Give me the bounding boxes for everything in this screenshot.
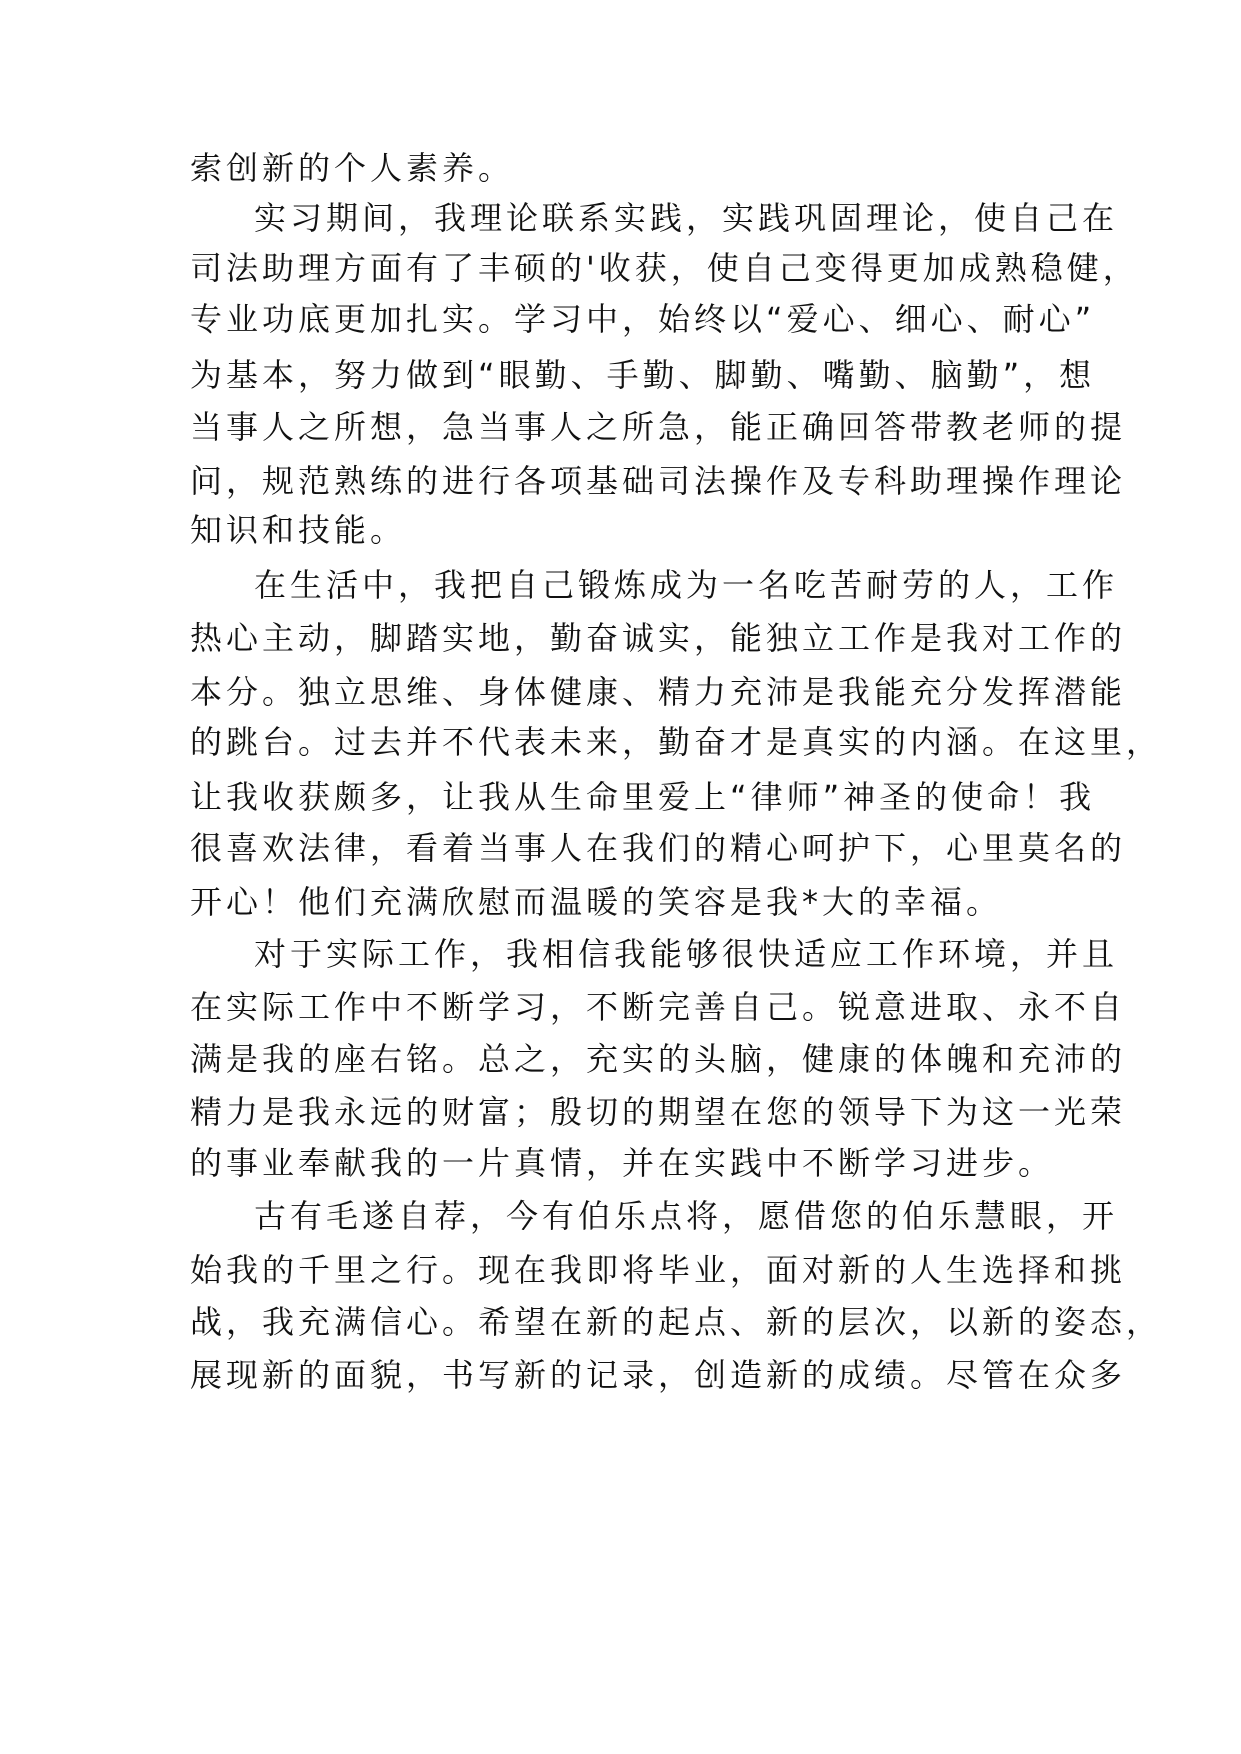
text-line: 始我的千里之行。现在我即将毕业，面对新的人生选择和挑 xyxy=(190,1251,1127,1289)
text-line: 当事人之所想，急当事人之所急，能正确回答带教老师的提 xyxy=(190,408,1127,446)
text-line: 展现新的面貌，书写新的记录，创造新的成绩。尽管在众多 xyxy=(190,1356,1127,1394)
paragraph-first-line: 在生活中，我把自己锻炼成为一名吃苦耐劳的人，工作 xyxy=(254,566,1119,604)
text-line: 满是我的座右铭。总之，充实的头脑，健康的体魄和充沛的 xyxy=(190,1040,1127,1078)
text-line: 索创新的个人素养。 xyxy=(190,149,515,187)
text-line: 为基本，努力做到“眼勤、手勤、脚勤、嘴勤、脑勤”，想 xyxy=(190,356,1096,394)
text-line: 让我收获颇多，让我从生命里爱上“律师”神圣的使命！我 xyxy=(190,778,1096,816)
text-line: 热心主动，脚踏实地，勤奋诚实，能独立工作是我对工作的 xyxy=(190,619,1127,657)
text-line: 战，我充满信心。希望在新的起点、新的层次，以新的姿态， xyxy=(190,1303,1163,1341)
text-line: 很喜欢法律，看着当事人在我们的精心呵护下，心里莫名的 xyxy=(190,829,1127,867)
paragraph-first-line: 对于实际工作，我相信我能够很快适应工作环境，并且 xyxy=(254,935,1119,973)
text-line: 司法助理方面有了丰硕的'收获，使自己变得更加成熟稳健， xyxy=(190,249,1139,287)
text-line: 开心！他们充满欣慰而温暖的笑容是我*大的幸福。 xyxy=(190,883,1003,921)
text-line: 的事业奉献我的一片真情，并在实践中不断学习进步。 xyxy=(190,1144,1055,1182)
text-line: 本分。独立思维、身体健康、精力充沛是我能充分发挥潜能 xyxy=(190,673,1127,711)
paragraph-first-line: 实习期间，我理论联系实践，实践巩固理论，使自己在 xyxy=(254,199,1119,237)
text-line: 的跳台。过去并不代表未来，勤奋才是真实的内涵。在这里， xyxy=(190,723,1163,761)
paragraph-first-line: 古有毛遂自荐，今有伯乐点将，愿借您的伯乐慧眼，开 xyxy=(254,1197,1119,1235)
text-line: 精力是我永远的财富；殷切的期望在您的领导下为这一光荣 xyxy=(190,1093,1127,1131)
text-line: 在实际工作中不断学习，不断完善自己。锐意进取、永不自 xyxy=(190,988,1127,1026)
text-line: 问，规范熟练的进行各项基础司法操作及专科助理操作理论 xyxy=(190,462,1127,500)
text-line: 知识和技能。 xyxy=(190,511,407,549)
text-line: 专业功底更加扎实。学习中，始终以“爱心、细心、耐心” xyxy=(190,300,1096,338)
